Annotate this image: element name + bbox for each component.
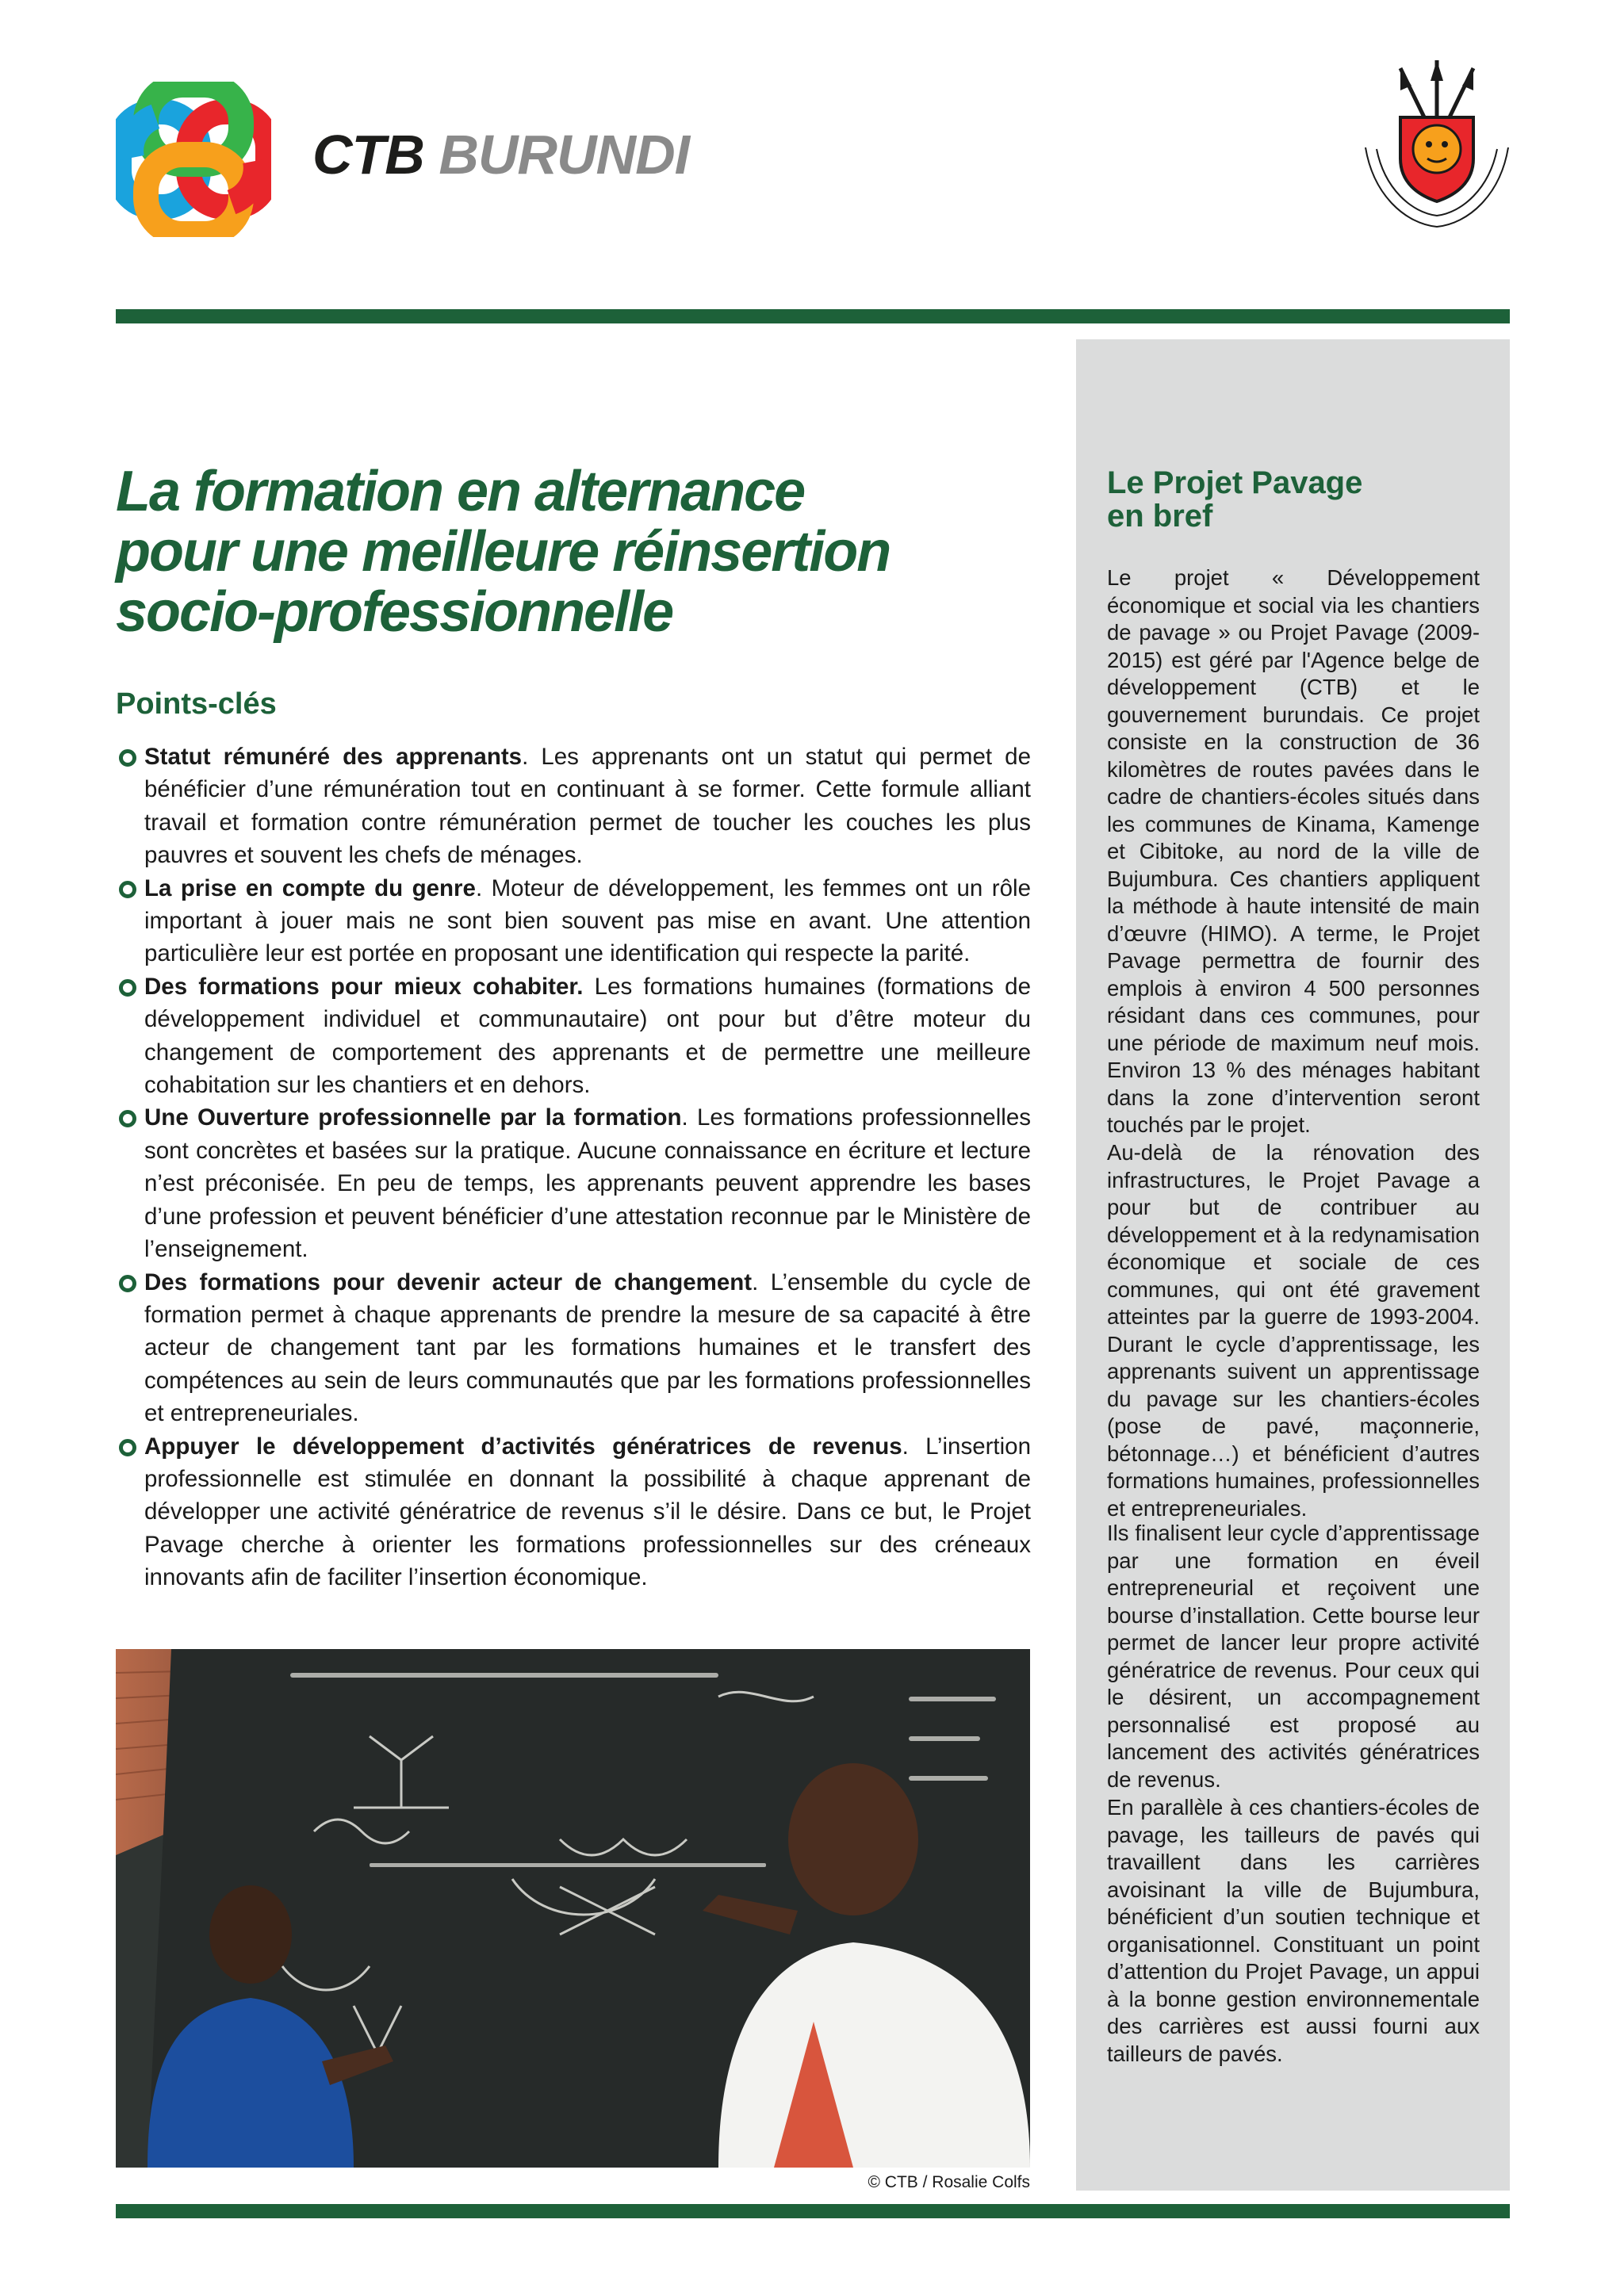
- bullet-ring-icon: [119, 1110, 136, 1127]
- sidebar-title-line1: Le Projet Pavage: [1107, 465, 1363, 500]
- ctb-logo-icon: [116, 82, 271, 237]
- key-point-item: [116, 970, 1031, 1102]
- key-point-text: Les formations humaines (formations de développement individuel et communautaire) ont pour but d’être moteur du changement de comportement des apprenants et de permettre une meilleure cohabitation sur les chantiers et en dehors.: [144, 973, 1031, 1099]
- main-title-line: pour une meilleure réinsertion: [116, 520, 891, 584]
- sidebar-paragraph: Au-delà de la rénovation des infrastructures, le Projet Pavage a pour but de contribuer au développement et à la redynamisation économique et sociale de ces communes, qui ont été gravement atteintes par la guerre de 1993-2004. Durant le cycle d’apprentissage, les apprenants suivent un apprentissage du pavage sur les chantiers-écoles (pose de pavé, maçonnerie, bétonnage…) et bénéficient d’autres formations humaines, professionnelles et entrepreneuriales.: [1107, 1140, 1480, 1521]
- bullet-ring-icon: [119, 1439, 136, 1456]
- key-point-lead: Appuyer le développement d’activités génératrices de revenus: [144, 1433, 902, 1460]
- photo-credit: © CTB / Rosalie Colfs: [868, 2173, 1030, 2191]
- sidebar-paragraph: En parallèle à ces chantiers-écoles de pavage, les tailleurs de pavés qui travaillent dans les carrières avoisinant la ville de Bujumbura, bénéficient d’un soutien technique et organisationnel. Constituant un point d’attention du Projet Pavage, un appui à la bonne gestion environnementale des carrières est aussi fourni aux tailleurs de pavés.: [1107, 1795, 1480, 2066]
- bullet-ring-icon: [119, 749, 136, 767]
- main-title: [116, 461, 988, 642]
- sidebar-paragraph: Ils finalisent leur cycle d’apprentissage par une formation en éveil entrepreneurial et reçoivent une bourse d’installation. Cette bourse leur permet de lancer leur propre activité génératrice de revenus. Pour ceux qui le désirent, un accompagnement personnalisé est proposé au lancement des activités génératrices de revenus.: [1107, 1521, 1480, 1792]
- key-point-item: [116, 1101, 1031, 1265]
- key-point-lead: La prise en compte du genre: [144, 874, 476, 901]
- points-heading: Points-clés: [116, 687, 277, 721]
- key-point-item: [116, 1266, 1031, 1430]
- key-point-text: . Les apprenants ont un statut qui permet de bénéficier d’une rémunération tout en continuant à se former. Cette formule alliant travail et formation contre rémunération permet de toucher les couches les plus pauvres et souvent les chefs de ménages.: [144, 744, 1031, 869]
- key-points-list: [116, 740, 1031, 1594]
- top-divider: [116, 309, 1510, 323]
- brand-ctb: CTB: [312, 124, 424, 186]
- sidebar-title-line2: en bref: [1107, 499, 1213, 534]
- key-point-item: [116, 872, 1031, 970]
- key-point-lead: Des formations pour mieux cohabiter.: [144, 973, 584, 1000]
- bullet-ring-icon: [119, 1275, 136, 1292]
- key-point-text: . L’ensemble du cycle de formation permet à chaque apprenants de prendre la mesure de sa capacité à être acteur de changement tant par les formations humaines et le transfert des compétences au sein de leurs communautés que par les formations professionnelles et entrepreneuriales.: [144, 1269, 1031, 1427]
- sidebar-paragraph: Le projet « Développement économique et social via les chantiers de pavage » ou Projet Pavage (2009-2015) est géré par l'Agence belge de développement (CTB) et le gouvernement burundais. Ce projet consiste en la construction de 36 kilomètres de routes pavées dans le cadre de chantiers-écoles situés dans les communes de Kinama, Kamenge et Cibitoke, au nord de la ville de Bujumbura. Ces chantiers appliquent la méthode à haute intensité de main d’œuvre (HIMO). A terme, le Projet Pavage permettra de fournir des emplois à environ 4 500 personnes résidant dans ces communes, pour une période de maximum neuf mois. Environ 13 % des ménages habitant dans la zone d’intervention seront touchés par le projet.: [1107, 565, 1480, 1137]
- key-point-text: . Les formations professionnelles sont concrètes et basées sur la pratique. Aucune connaissance en écriture et lecture n’est préconisée. En peu de temps, les apprenants peuvent apprendre les bases d’une profession et peuvent bénéficier d’une attestation reconnue par le Ministère de l’enseignement.: [144, 1104, 1031, 1263]
- brand-wordmark: [312, 124, 690, 186]
- key-point-lead: Statut rémunéré des apprenants: [144, 744, 523, 770]
- key-point-text: . L’insertion professionnelle est stimulée en donnant la possibilité à chaque apprenant de développer une activité génératrice de revenus s’il le désire. Dans ce but, le Projet Pavage cherche à orienter les formations professionnelles sur des créneaux innovants afin de faciliter l’insertion économique.: [144, 1433, 1031, 1591]
- key-point-item: [116, 740, 1031, 872]
- key-point-lead: Des formations pour devenir acteur de changement: [144, 1269, 753, 1295]
- burundi-coat-of-arms-icon: [1359, 60, 1515, 238]
- key-point-text: . Moteur de développement, les femmes ont un rôle important à jouer mais ne sont bien souvent pas mise en avant. Une attention particulière leur est portée en proposant une identification qui respecte la parité.: [144, 874, 1031, 967]
- key-point-item: [116, 1430, 1031, 1594]
- key-point-lead: Une Ouverture professionnelle par la formation: [144, 1104, 682, 1131]
- main-title-line: La formation en alternance: [116, 460, 805, 523]
- bullet-ring-icon: [119, 881, 136, 898]
- brand-burundi: BURUNDI: [439, 124, 690, 186]
- bullet-ring-icon: [119, 979, 136, 997]
- bottom-divider: [116, 2204, 1510, 2218]
- main-title-line: socio-professionnelle: [116, 580, 673, 644]
- sidebar-title: [1107, 466, 1480, 533]
- classroom-photo: [116, 1649, 1030, 2168]
